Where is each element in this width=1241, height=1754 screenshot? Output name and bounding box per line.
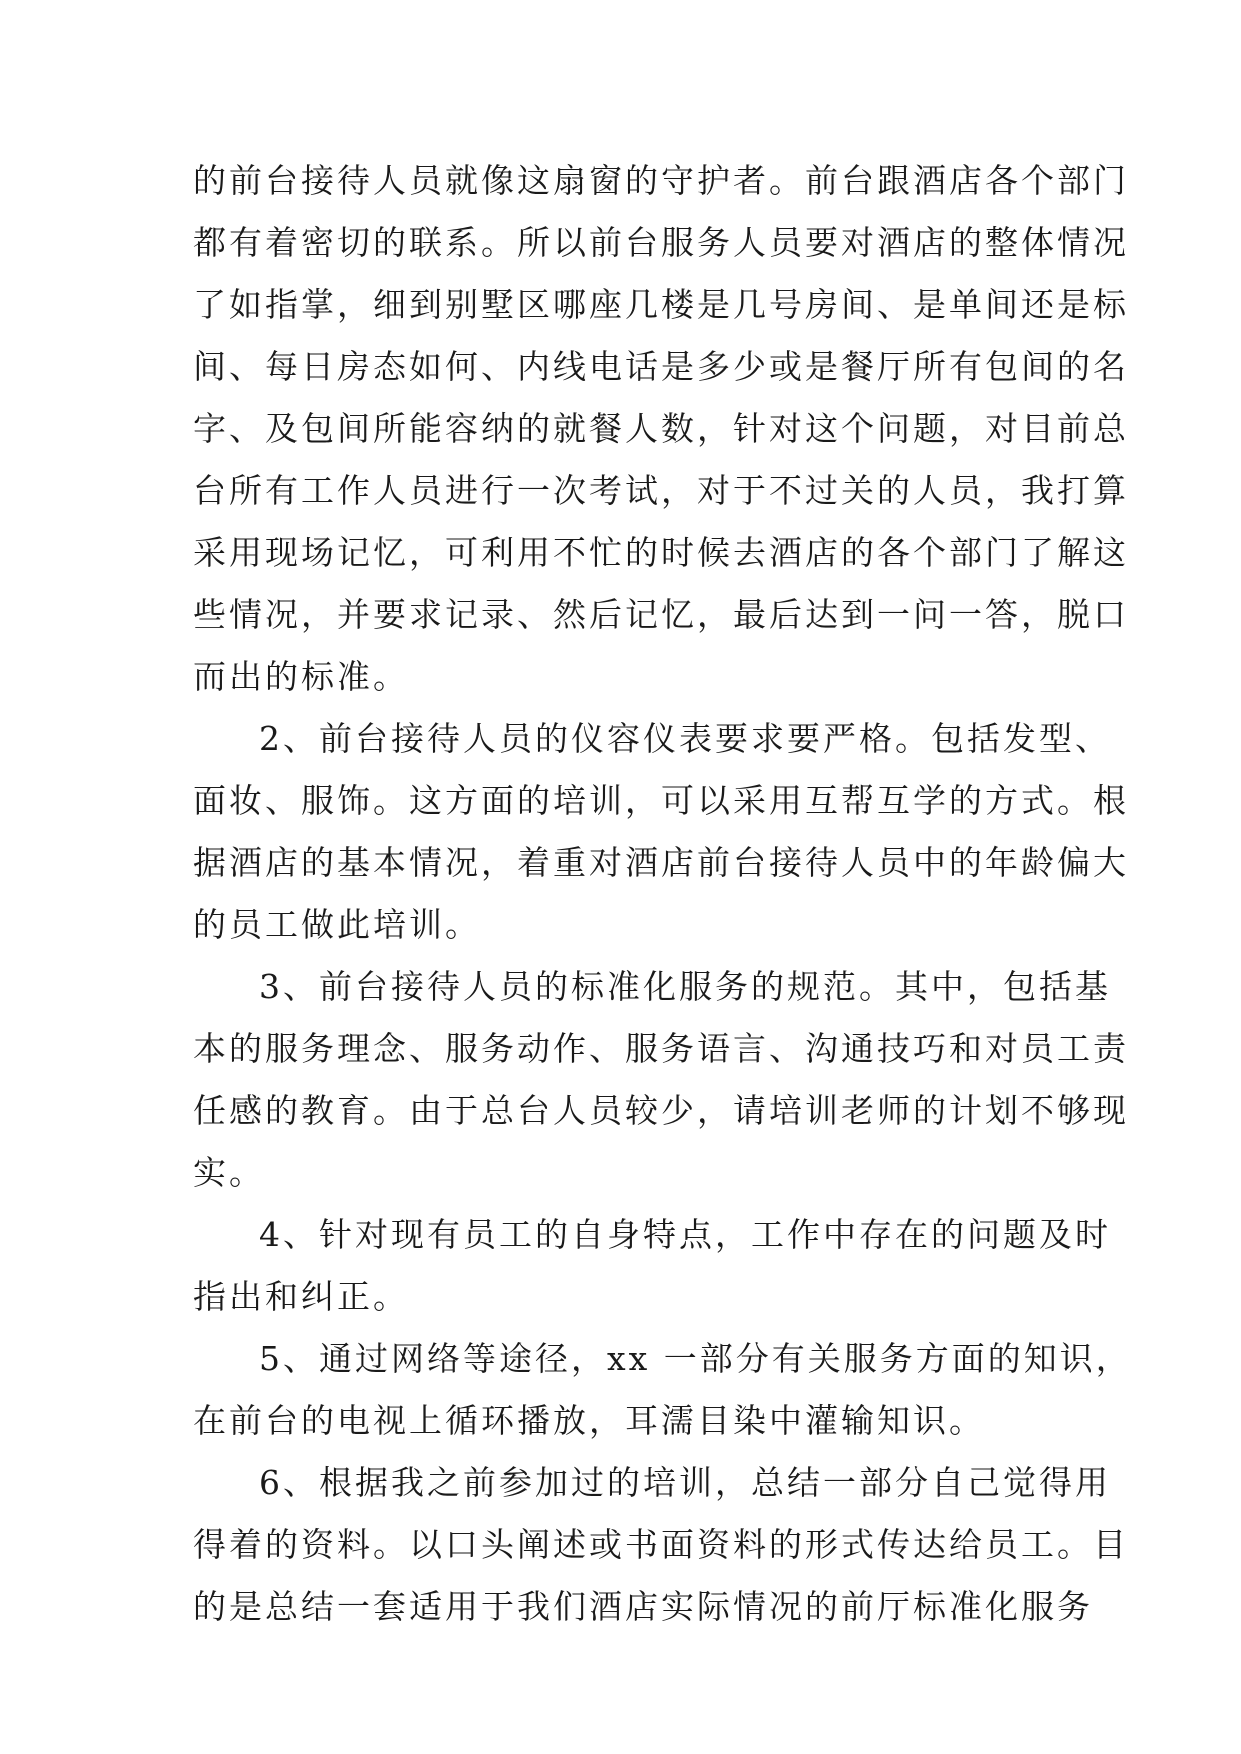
text-line: 面妆、服饰。这方面的培训，可以采用互帮互学的方式。根 (193, 781, 1129, 820)
paragraph-6-first-line: 6、根据我之前参加过的培训，总结一部分自己觉得用 (259, 1463, 1111, 1502)
text-line: 的是总结一套适用于我们酒店实际情况的前厅标准化服务 (193, 1587, 1093, 1626)
text-line: 在前台的电视上循环播放，耳濡目染中灌输知识。 (193, 1401, 985, 1440)
text-line: 得着的资料。以口头阐述或书面资料的形式传达给员工。目 (193, 1525, 1129, 1564)
text-line: 字、及包间所能容纳的就餐人数，针对这个问题，对目前总 (193, 409, 1129, 448)
text-line: 指出和纠正。 (193, 1277, 409, 1316)
paragraph-5-first-line: 5、通过网络等途径，xx 一部分有关服务方面的知识， (259, 1339, 1132, 1378)
text-line: 任感的教育。由于总台人员较少，请培训老师的计划不够现 (193, 1091, 1129, 1130)
paragraph-3-first-line: 3、前台接待人员的标准化服务的规范。其中，包括基 (259, 967, 1111, 1006)
text-line: 的员工做此培训。 (193, 905, 481, 944)
text-line: 台所有工作人员进行一次考试，对于不过关的人员，我打算 (193, 471, 1129, 510)
text-line: 都有着密切的联系。所以前台服务人员要对酒店的整体情况 (193, 223, 1129, 262)
paragraph-2-first-line: 2、前台接待人员的仪容仪表要求要严格。包括发型、 (259, 719, 1111, 758)
text-line: 据酒店的基本情况，着重对酒店前台接待人员中的年龄偏大 (193, 843, 1129, 882)
text-line: 了如指掌，细到别墅区哪座几楼是几号房间、是单间还是标 (193, 285, 1129, 324)
text-line: 间、每日房态如何、内线电话是多少或是餐厅所有包间的名 (193, 347, 1129, 386)
text-line: 的前台接待人员就像这扇窗的守护者。前台跟酒店各个部门 (193, 161, 1129, 200)
text-line: 实。 (193, 1153, 265, 1192)
text-line: 而出的标准。 (193, 657, 409, 696)
text-line: 本的服务理念、服务动作、服务语言、沟通技巧和对员工责 (193, 1029, 1129, 1068)
paragraph-4-first-line: 4、针对现有员工的自身特点，工作中存在的问题及时 (259, 1215, 1111, 1254)
body-text (193, 150, 1132, 1638)
text-line: 采用现场记忆，可利用不忙的时候去酒店的各个部门了解这 (193, 533, 1129, 572)
text-line: 些情况，并要求记录、然后记忆，最后达到一问一答，脱口 (193, 595, 1129, 634)
